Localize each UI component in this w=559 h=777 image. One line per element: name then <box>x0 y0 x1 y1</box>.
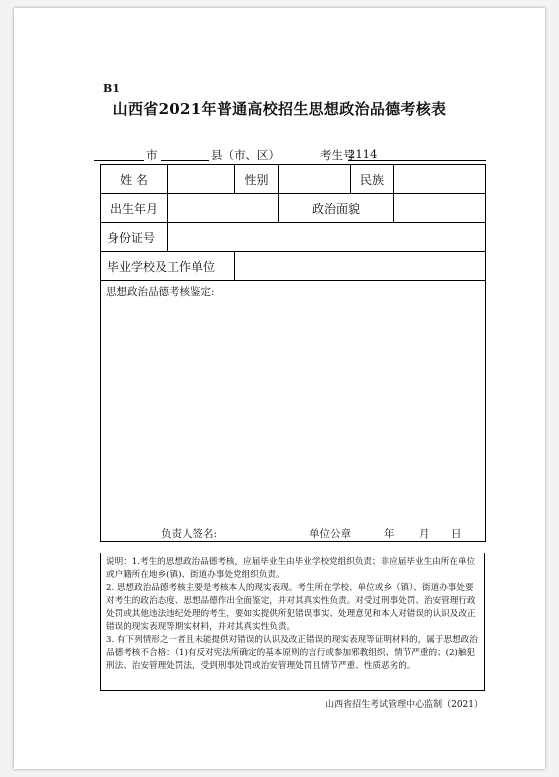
note-2: 2. 思想政治品德考核主要是考核本人的现实表现。考生所在学校、单位或乡（镇）、街道办事处要对考生的政治态度、思想品德作出全面鉴定，并对其真实性负责。对受过刑事处罚、治安管理行政处罚或其他违法违纪处理的考生，要如实提供所犯错误事实、处理意见和本人对错误的认识及改正错误的现实表现等期实材料，并对其真实性负责。 <box>106 583 476 632</box>
notes-box <box>100 553 485 691</box>
month-label: 月 <box>419 528 430 540</box>
exam-no-label: 考生号 <box>320 148 355 162</box>
city-suffix: 市 <box>146 148 158 162</box>
city-underline[interactable] <box>94 160 144 161</box>
form-title: 山西省2021年普通高校招生思想政治品德考核表 <box>112 100 447 118</box>
footer-text: 山西省招生考试管理中心监制（2021） <box>325 700 483 710</box>
form-code: B1 <box>103 82 120 95</box>
location-line <box>94 145 486 162</box>
political-field[interactable] <box>394 194 486 223</box>
school-label: 毕业学校及工作单位 <box>101 252 235 281</box>
table-row <box>101 281 486 542</box>
gender-label: 性别 <box>235 165 279 194</box>
name-field[interactable] <box>168 165 235 194</box>
note-1: 说明：1.考生的思想政治品德考核，应届毕业生由毕业学校党组织负责；非应届毕业生由所在单位或户籍所在地乡(镇)、街道办事处党组织负责。 <box>106 557 476 580</box>
county-suffix: 县（市、区） <box>211 148 280 162</box>
exam-no-value: 2114 <box>348 147 378 161</box>
county-underline[interactable] <box>161 160 209 161</box>
ethnicity-field[interactable] <box>394 165 486 194</box>
note-3: 3. 有下列情形之一者且未能提供对错误的认识及改正错误的现实表现等证明材料的，属于思想政治品德考核不合格：（1)有反对宪法所确定的基本原则的言行或参加邪教组织、情节严重的；(2)触犯刑法、治安管理处罚法，受到刑事处罚或治安管理处罚且情节严重、性质恶劣的。 <box>106 635 478 671</box>
political-label: 政治面貌 <box>279 194 394 223</box>
gender-field[interactable] <box>279 165 351 194</box>
form-sheet <box>14 8 545 769</box>
day-label: 日 <box>451 528 462 540</box>
table-row <box>101 194 486 223</box>
birth-label: 出生年月 <box>101 194 168 223</box>
seal-label: 单位公章 <box>309 528 351 540</box>
table-row <box>101 165 486 194</box>
birth-field[interactable] <box>168 194 279 223</box>
table-row <box>101 223 486 252</box>
info-table <box>100 164 486 542</box>
ethnicity-label: 民族 <box>351 165 394 194</box>
signer-label: 负责人签名: <box>161 528 218 540</box>
table-row <box>101 252 486 281</box>
name-label: 姓 名 <box>101 165 168 194</box>
evaluation-field[interactable] <box>101 281 486 542</box>
exam-no-underline[interactable] <box>348 160 486 161</box>
id-field[interactable] <box>168 223 486 252</box>
school-field[interactable] <box>235 252 486 281</box>
year-label: 年 <box>384 528 395 540</box>
evaluation-label: 思想政治品德考核鉴定: <box>106 286 215 298</box>
id-label: 身份证号 <box>101 223 168 252</box>
